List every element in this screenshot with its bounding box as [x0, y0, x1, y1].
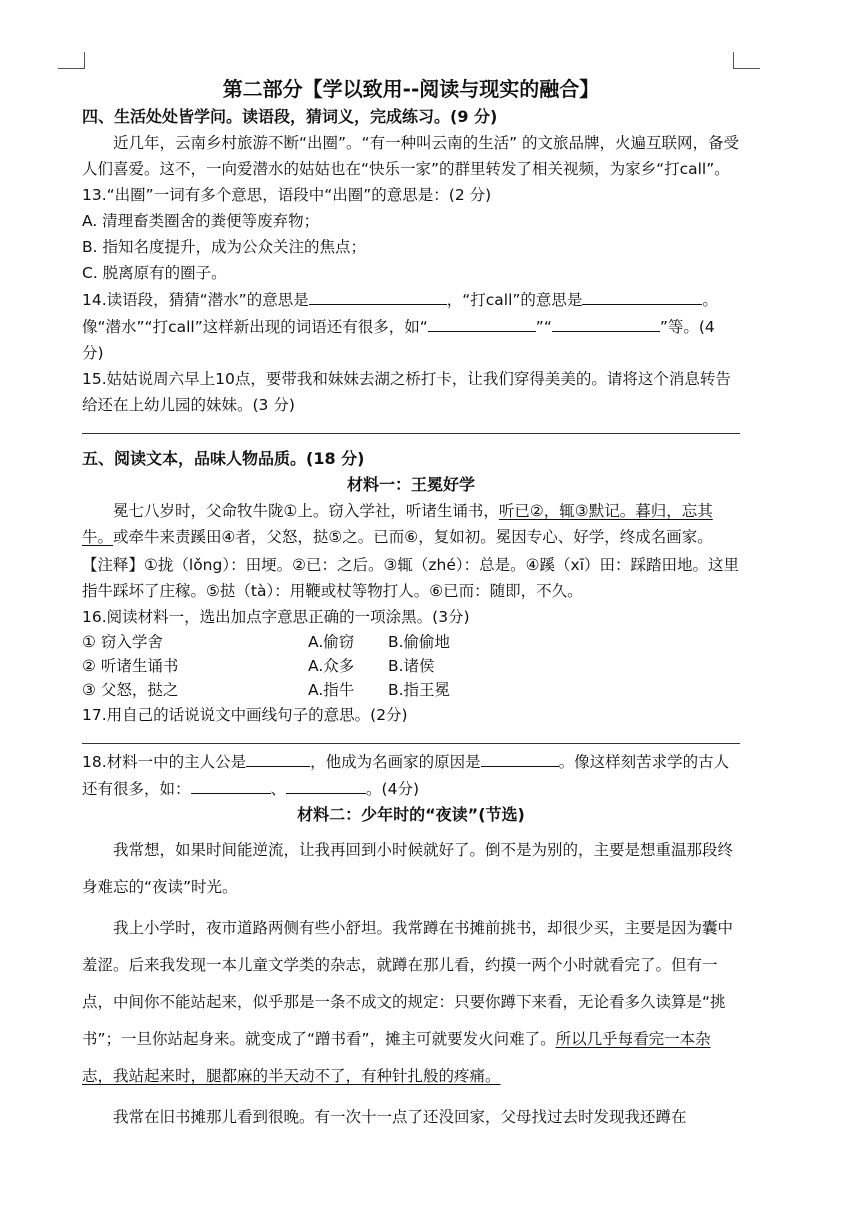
crop-mark-top-left [58, 52, 85, 69]
section5-heading: 五、阅读文本，品味人物品质。(18 分) [82, 449, 365, 468]
q14-text-a: 14.读语段，猜猜“潜水”的意思是 [82, 291, 309, 309]
material2-title: 材料二：少年时的“夜读”(节选) [297, 805, 525, 824]
material1-underlined-sentence: 听已②，辄③默记。暮归，忘其牛。 [82, 502, 713, 546]
q16-choice-a[interactable]: A.指牛 [308, 681, 355, 699]
q18 [82, 748, 740, 802]
material1-text-b: 或牵牛来责蹊田④者，父怒，挞⑤之。已而⑥，复如初。冕因专心、好学，终成名画家。 [113, 528, 713, 546]
q16-choice-b[interactable]: B.偷偷地 [388, 633, 451, 651]
q18-text-d: 、 [270, 780, 287, 798]
q13-option-c: C. 脱离原有的圈子。 [82, 264, 227, 282]
section4-passage: 近几年，云南乡村旅游不断“出圈”。“有一种叫云南的生活” 的文旅品牌，火遍互联网，备受人们喜爱。这不，一向爱潜水的姑姑也在“快乐一家”的群里转发了相关视频，为家乡“打call”。 [82, 134, 740, 178]
q18-text-b: ，他成为名画家的原因是 [310, 753, 481, 771]
q17-answer-line[interactable] [82, 742, 740, 744]
material1-notes: 【注释】①拢（lǒng）：田埂。②已：之后。③辄（zhé）：总是。④蹊（xī）田：踩踏田地。这里指牛踩坏了庄稼。⑤挞（tà）：用鞭或杖等物打人。⑥已而：随即，不久。 [82, 556, 740, 600]
section4-heading: 四、生活处处皆学问。读语段，猜词义，完成练习。(9 分) [82, 107, 498, 126]
material1-text [82, 498, 740, 550]
material1-title: 材料一：王冕好学 [346, 475, 475, 494]
q16-row [82, 654, 740, 678]
q18-text-a: 18.材料一中的主人公是 [82, 753, 247, 771]
q14-blank-word2[interactable] [552, 313, 660, 332]
material2-underlined-sentence: 所以几乎每看完一本杂志，我站起来时，腿都麻的半天动不了，有种针扎般的疼痛。 [82, 1030, 711, 1085]
material1-text-a: 冕七八岁时，父命牧牛陇①上。窃入学社，听诸生诵书， [113, 502, 499, 520]
q16-choice-a[interactable]: A.偷窃 [308, 633, 355, 651]
material2-paragraph-2 [82, 910, 740, 1095]
q14 [82, 286, 740, 366]
crop-mark-top-right [733, 52, 760, 69]
q13-option-a: A. 清理畜类圈舍的粪便等废弃物； [82, 212, 320, 230]
q14-text-e: ”“ [535, 318, 552, 336]
q16-row [82, 630, 740, 654]
q18-blank-example2[interactable] [286, 775, 366, 794]
q13-stem: 13.“出圈”一词有多个意思，语段中“出圈”的意思是：(2 分) [82, 186, 492, 204]
q18-blank-protagonist[interactable] [246, 748, 310, 767]
q14-blank-word1[interactable] [428, 313, 536, 332]
q16-row [82, 678, 740, 702]
part-title: 第二部分【学以致用--阅读与现实的融合】 [222, 77, 600, 101]
q15-stem: 15.姑姑说周六早上10点，要带我和妹妹去湖之桥打卡，让我们穿得美美的。请将这个消息转告给还在上幼儿园的妹妹。(3 分) [82, 370, 731, 414]
q16-item: ③ 父怒，挞之 [82, 681, 179, 699]
q16-item: ① 窃入学舍 [82, 633, 163, 651]
q16-choice-a[interactable]: A.众多 [308, 657, 355, 675]
q16-item: ② 听诸生诵书 [82, 657, 179, 675]
q17-stem: 17.用自己的话说说文中画线句子的意思。(2分) [82, 706, 408, 724]
q16-choice-b[interactable]: B.指王冕 [388, 681, 451, 699]
q14-blank-dacall[interactable] [582, 286, 702, 305]
worksheet-page [82, 74, 740, 1136]
q14-text-f: ”等。(4 分) [82, 318, 715, 362]
q13-option-b: B. 指知名度提升，成为公众关注的焦点； [82, 238, 366, 256]
q18-blank-example1[interactable] [191, 775, 271, 794]
q18-text-e: 。(4分) [366, 780, 419, 798]
material2-paragraph-1: 我常想，如果时间能逆流，让我再回到小时候就好了。倒不是为别的，主要是想重温那段终身难忘的“夜读”时光。 [82, 841, 734, 896]
q18-blank-reason[interactable] [481, 748, 559, 767]
q16-stem: 16.阅读材料一，选出加点字意思正确的一项涂黑。(3分) [82, 608, 470, 626]
q15-answer-line[interactable] [82, 432, 740, 434]
q14-text-d: 像“潜水”“打call”这样新出现的词语还有很多，如“ [82, 318, 428, 336]
q14-text-b: ，“打call”的意思是 [446, 291, 583, 309]
material2-paragraph-3: 我常在旧书摊那儿看到很晚。有一次十一点了还没回家，父母找过去时发现我还蹲在 [113, 1108, 687, 1126]
q18-text-c: 。像这样刻苦求学的古人还有很多，如： [82, 753, 730, 798]
q16-choice-b[interactable]: B.诸侯 [388, 657, 435, 675]
q14-blank-qianshui[interactable] [309, 286, 447, 305]
material2-paragraph-2-text: 我上小学时，夜市道路两侧有些小舒坦。我常蹲在书摊前挑书，却很少买，主要是因为囊中羞涩。后来我发现一本儿童文学类的杂志，就蹲在那儿看，约摸一两个小时就看完了。但有一点，中间你不能站起来，似乎那是一条不成文的规定：只要你蹲下来看，无论看多久读算是“挑书”；一旦你站起身来。就变成了“蹭书看”，摊主可就要发火问难了。 [82, 919, 734, 1048]
q14-text-c: 。 [702, 291, 718, 309]
